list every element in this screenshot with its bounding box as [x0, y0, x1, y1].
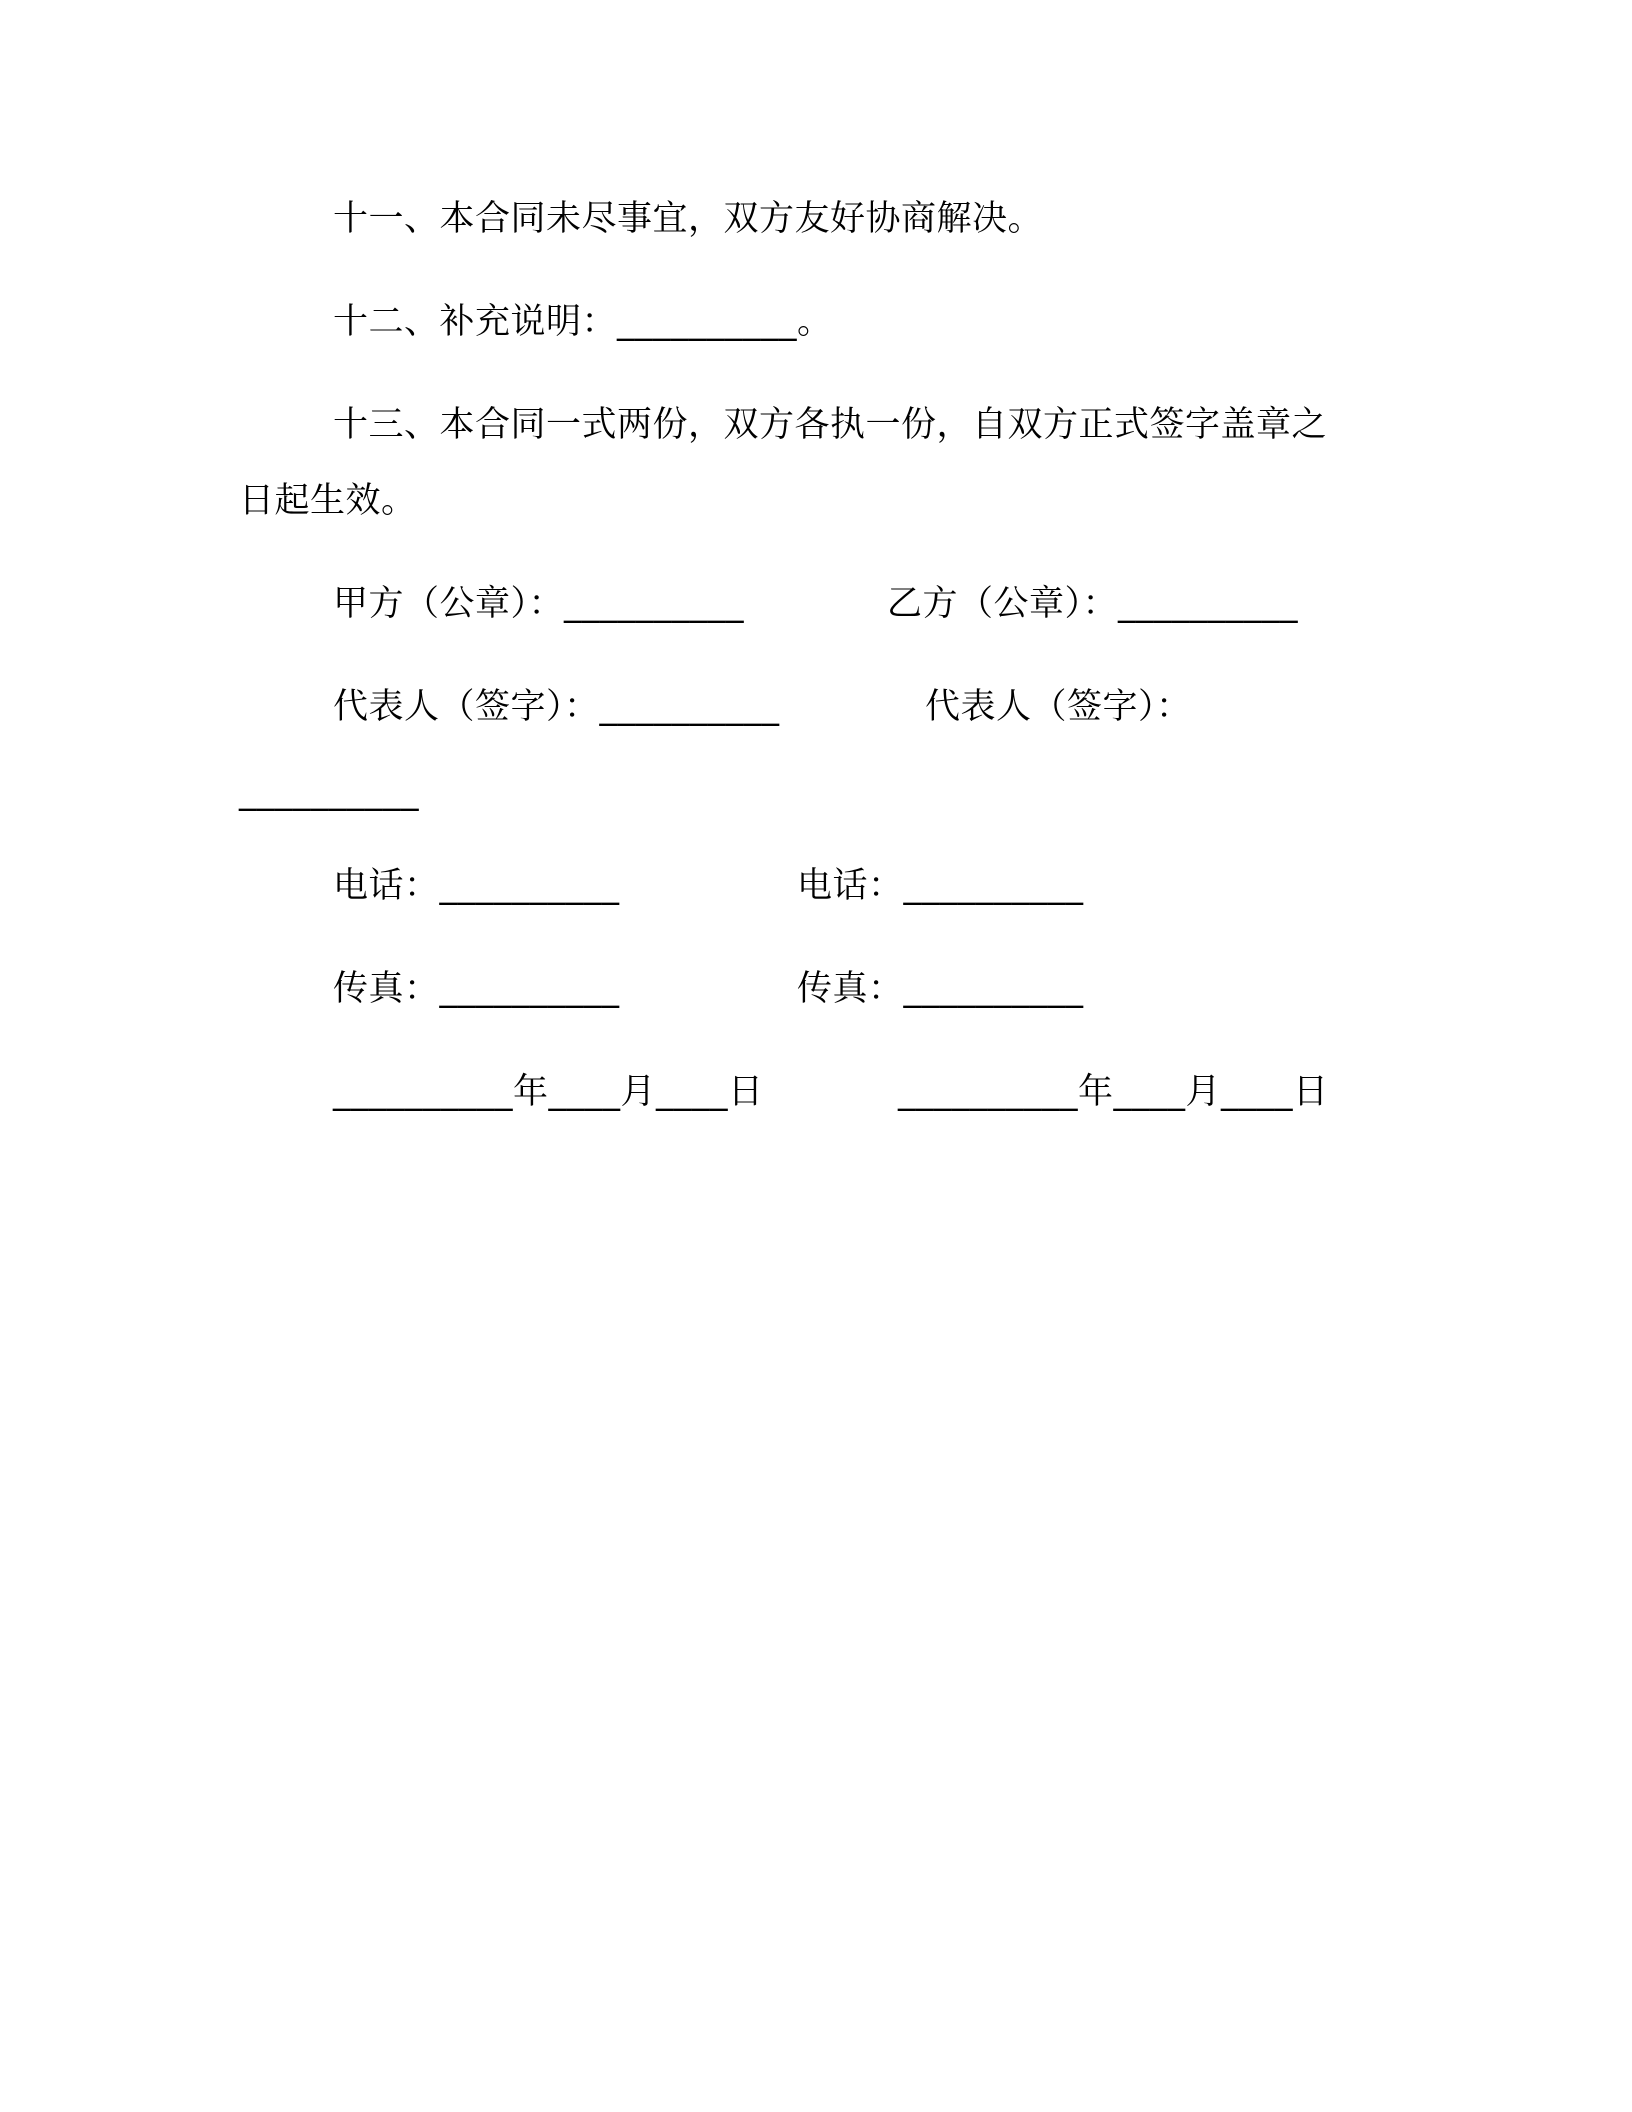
party-a-seal [333, 582, 744, 626]
clause-11 [333, 197, 1043, 241]
party-a-representative [333, 685, 780, 729]
party-b-rep-text: 代表人（签字）： [925, 687, 1192, 727]
clause-13-text-2: 日起生效。 [239, 481, 417, 521]
party-b-representative [925, 685, 1192, 729]
clause-13-text-1: 十三、本合同一式两份，双方各执一份，自双方正式签字盖章之 [333, 405, 1328, 445]
party-a-date [333, 1070, 764, 1114]
party-a-seal-text: 甲方（公章）：__________ [333, 584, 745, 624]
party-a-date-text: __________年____月____日 [333, 1072, 764, 1112]
clause-13-line-2 [239, 479, 417, 523]
party-b-fax [797, 967, 1084, 1011]
party-b-phone [797, 864, 1084, 908]
party-b-fax-text: 传真：__________ [797, 969, 1084, 1009]
party-a-phone [333, 864, 620, 908]
party-b-date [898, 1070, 1329, 1114]
party-a-fax [333, 967, 620, 1011]
party-b-phone-text: 电话：__________ [797, 866, 1084, 906]
party-b-seal [887, 582, 1298, 626]
clause-11-text: 十一、本合同未尽事宜，双方友好协商解决。 [333, 199, 1044, 239]
party-a-fax-text: 传真：__________ [333, 969, 620, 1009]
clause-13-line-1 [333, 403, 1327, 447]
party-a-phone-text: 电话：__________ [333, 866, 620, 906]
party-b-seal-text: 乙方（公章）：__________ [887, 584, 1299, 624]
party-b-rep-blank-text: __________ [239, 772, 419, 812]
clause-12-text: 十二、补充说明：__________。 [333, 302, 833, 342]
party-a-rep-text: 代表人（签字）：__________ [333, 687, 780, 727]
clause-12 [333, 300, 833, 344]
party-b-date-text: __________年____月____日 [898, 1072, 1329, 1112]
party-b-representative-blank [239, 770, 419, 814]
